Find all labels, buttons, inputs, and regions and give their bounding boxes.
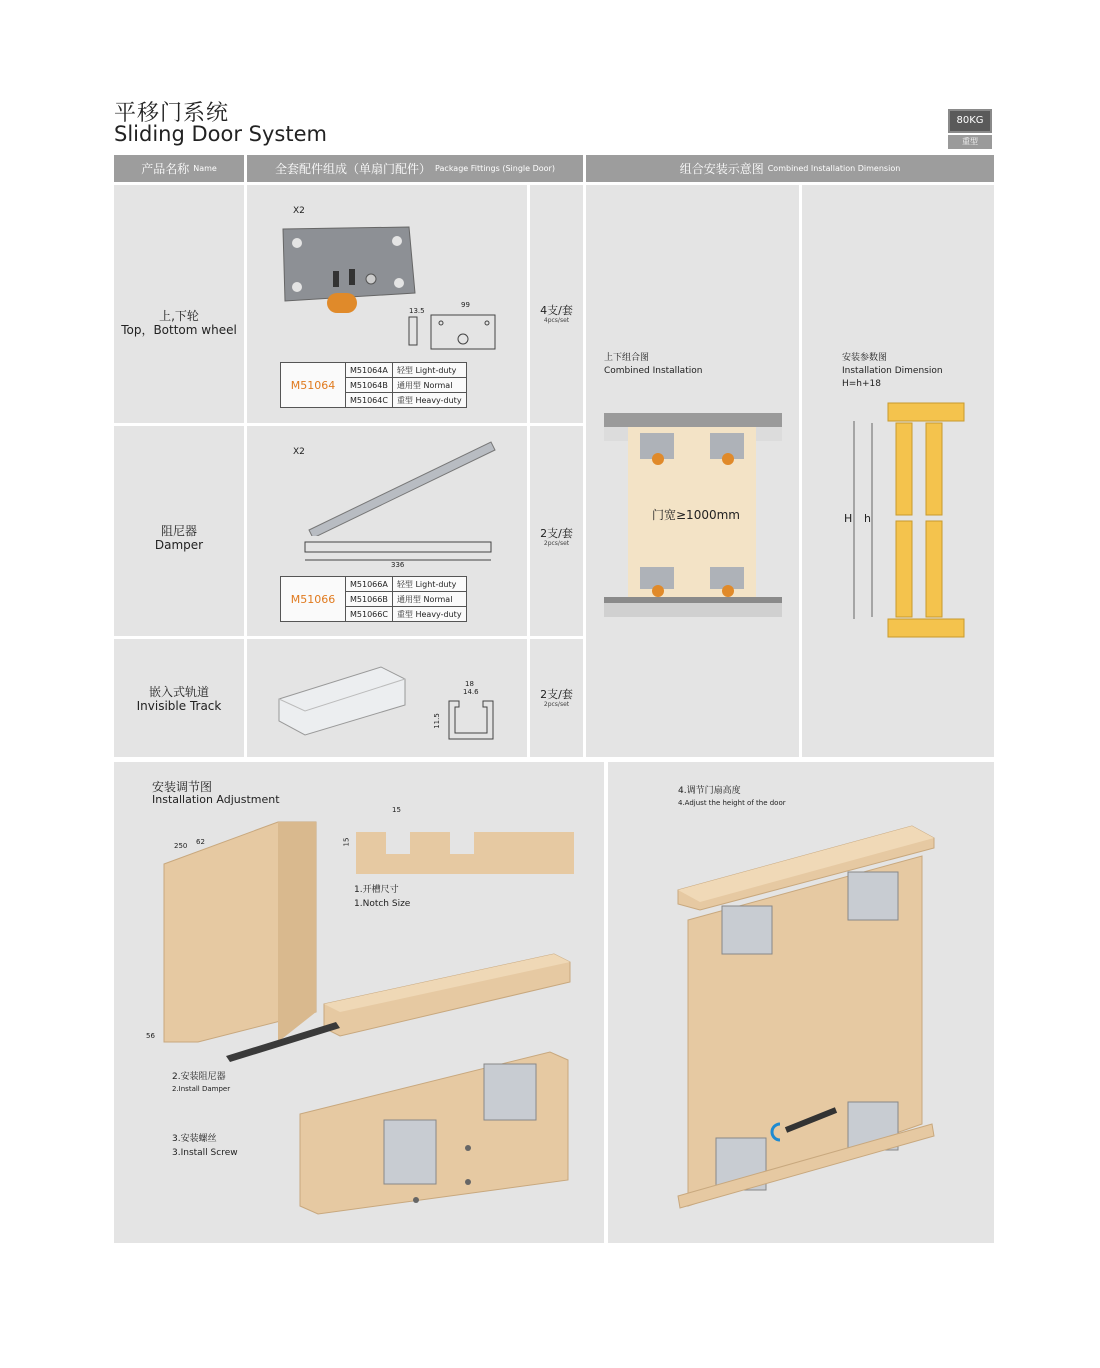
combined-right-en: Installation Dimension xyxy=(842,366,943,376)
row3-dim-b: 14.6 xyxy=(463,688,479,696)
row2-package-cell xyxy=(247,426,527,636)
row1-duty-b: 通用型 Normal xyxy=(392,378,466,393)
page-title-en: Sliding Door System xyxy=(114,122,327,146)
combined-right-cn: 安装参数图 xyxy=(842,353,888,363)
header-name xyxy=(114,155,244,182)
track-drawing xyxy=(445,697,497,743)
row2-duty-c: 重型 Heavy-duty xyxy=(392,607,466,622)
page-title-cn: 平移门系统 xyxy=(114,101,230,126)
row2-model: M51066 xyxy=(281,577,346,622)
step2-cn: 2.安装阻尼器 xyxy=(172,1072,226,1082)
row2-name-cell xyxy=(114,426,244,636)
dim-15b: 15 xyxy=(342,837,351,847)
header-package xyxy=(247,155,583,182)
row3-dim-a: 18 xyxy=(465,680,474,688)
row3-name-en: Invisible Track xyxy=(136,699,222,713)
dim-62: 62 xyxy=(196,838,205,846)
combined-left-en: Combined Installation xyxy=(604,366,703,376)
row2-code-c: M51066C xyxy=(346,607,393,622)
row2-name-en: Damper xyxy=(154,538,204,552)
row2-duty-a: 轻型 Light-duty xyxy=(392,577,466,592)
installation-right-panel xyxy=(608,762,994,1243)
weight-badge xyxy=(948,109,992,149)
step4-cn: 4.调节门扇高度 xyxy=(678,786,741,796)
dim-56: 56 xyxy=(146,1032,155,1040)
installation-left-panel xyxy=(114,762,604,1243)
step3-cn: 3.安装螺丝 xyxy=(172,1134,217,1144)
installation-dimension-diagram xyxy=(842,401,966,639)
row2-multiplier: X2 xyxy=(293,447,305,457)
row3-qty-en: 2pcs/set xyxy=(543,701,570,708)
row2-name-cn: 阻尼器 xyxy=(160,524,197,538)
door-width-label: 门宽≥1000mm xyxy=(652,508,740,522)
install-title-en: Installation Adjustment xyxy=(152,793,280,806)
height-adjust-diagram xyxy=(676,824,936,1220)
header-name-cn: 产品名称 xyxy=(141,162,190,176)
row1-multiplier: X2 xyxy=(293,206,305,216)
row1-duty-a: 轻型 Light-duty xyxy=(392,363,466,378)
header-package-cn: 全套配件组成（单扇门配件） xyxy=(275,162,432,176)
combined-left-cn: 上下组合图 xyxy=(604,353,650,363)
row1-duty-c: 重型 Heavy-duty xyxy=(392,393,466,408)
dim-H-label: H xyxy=(844,512,853,525)
step4-en: 4.Adjust the height of the door xyxy=(678,799,786,807)
header-package-en: Package Fittings (Single Door) xyxy=(435,164,555,173)
step1-en: 1.Notch Size xyxy=(354,899,411,909)
row3-qty xyxy=(530,689,583,709)
install-title-cn: 安装调节图 xyxy=(152,780,213,794)
row3-name-cn: 嵌入式轨道 xyxy=(148,685,209,699)
row2-dim-a: 336 xyxy=(391,561,405,569)
row3-package-cell xyxy=(247,639,527,757)
header-combined-cn: 组合安装示意图 xyxy=(679,162,764,176)
row1-qty-cn: 4支/套 xyxy=(540,304,573,317)
row2-code-a: M51066A xyxy=(346,577,393,592)
dim-h-label: h xyxy=(864,512,871,525)
badge-type: 重型 xyxy=(948,135,992,149)
step3-en: 3.Install Screw xyxy=(172,1148,238,1158)
row3-qty-cell xyxy=(530,639,583,757)
dim-15a: 15 xyxy=(392,806,401,814)
wheel-plate-image xyxy=(277,223,417,315)
step2-en: 2.Install Damper xyxy=(172,1085,231,1093)
row1-package-cell xyxy=(247,185,527,423)
header-combined-en: Combined Installation Dimension xyxy=(767,164,901,173)
row1-code-c: M51064C xyxy=(346,393,393,408)
row3-dim-c: 11.5 xyxy=(432,713,441,729)
row2-code-table xyxy=(280,576,467,622)
row1-name-cn: 上,下轮 xyxy=(159,309,199,323)
row1-code-b: M51064B xyxy=(346,378,393,393)
row2-qty-en: 2pcs/set xyxy=(543,540,570,547)
row1-code-a: M51064A xyxy=(346,363,393,378)
combined-right-cell xyxy=(802,185,994,757)
row1-dim-b: 99 xyxy=(461,301,470,309)
combined-left-cell xyxy=(586,185,799,757)
row2-qty-cell xyxy=(530,426,583,636)
row1-dim-a: 13.5 xyxy=(409,307,425,315)
row2-qty xyxy=(530,528,583,548)
row1-name-cell xyxy=(114,185,244,423)
row1-qty-cell xyxy=(530,185,583,423)
formula-label: H=h+18 xyxy=(842,379,882,389)
row3-qty-cn: 2支/套 xyxy=(540,688,573,701)
header-name-en: Name xyxy=(193,164,217,173)
row2-duty-b: 通用型 Normal xyxy=(392,592,466,607)
row1-code-table xyxy=(280,362,467,408)
wheel-plate-drawing xyxy=(407,309,499,357)
row1-name-en: Top，Bottom wheel xyxy=(121,323,237,337)
dim-250: 250 xyxy=(174,842,188,850)
track-image xyxy=(275,659,411,739)
row1-qty xyxy=(530,305,583,325)
damper-image xyxy=(303,436,503,536)
row1-qty-en: 4pcs/set xyxy=(543,317,570,324)
notch-diagram xyxy=(354,814,576,876)
screw-install-diagram xyxy=(298,1048,570,1218)
row2-qty-cn: 2支/套 xyxy=(540,527,573,540)
header-combined xyxy=(586,155,994,182)
badge-weight: 80KG xyxy=(948,109,992,133)
row1-model: M51064 xyxy=(281,363,346,408)
row2-code-b: M51066B xyxy=(346,592,393,607)
step1-cn: 1.开槽尺寸 xyxy=(354,885,399,895)
row3-name-cell xyxy=(114,639,244,757)
